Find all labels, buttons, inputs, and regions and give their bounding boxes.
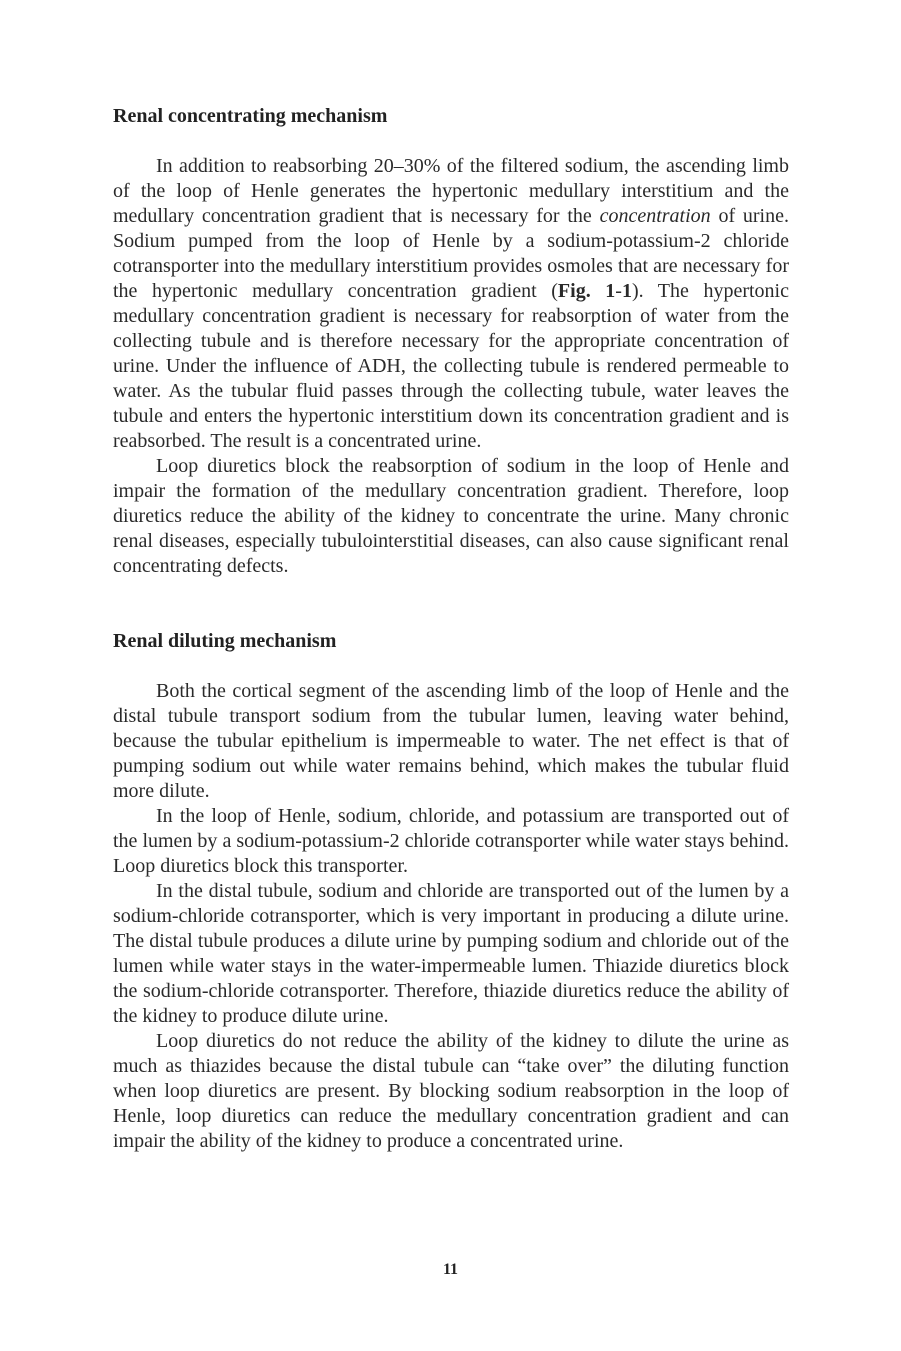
paragraph: In the distal tubule, sodium and chloride are transported out of the lumen by a sodium-chloride cotransporter, which is very important in producing a dilute urine. The distal tubule produces a dilute urine by pumping sodium and chloride out of the lumen while water stays in the water-impermeable lumen. Thiazide diuretics block the sodium-chloride cotransporter. Therefore, thiazide diuretics reduce the ability of the kidney to produce dilute urine. [113,880,789,1027]
page-content [113,104,789,1154]
section-body-diluting [113,679,789,1154]
section-title-diluting: Renal diluting mechanism [113,630,337,652]
figure-reference-separator: - [615,280,622,302]
figure-reference: Fig. 1 [557,280,616,302]
text-run: of urine. Sodium pumped from the loop of Henle by a sodium-potassium-2 chloride cotransporter into the medullary interstitium provides osmoles that are necessary for the hypertonic medullary concentration gradient ( [113,205,789,302]
paragraph: Both the cortical segment of the ascending limb of the loop of Henle and the distal tubule transport sodium from the tubular lumen, leaving water behind, because the tubular epithelium is impermeable to water. The net effect is that of pumping sodium out while water remains behind, which makes the tubular fluid more dilute. [113,680,789,802]
section-title-concentrating: Renal concentrating mechanism [113,105,388,127]
paragraph [113,154,789,454]
section-body-concentrating [113,154,789,579]
page-number: 11 [442,1261,459,1278]
paragraph: Loop diuretics do not reduce the ability of the kidney to dilute the urine as much as thiazides because the distal tubule can “take over” the diluting function when loop diuretics are present. By blocking sodium reabsorption in the loop of Henle, loop diuretics can reduce the medullary concentration gradient and can impair the ability of the kidney to produce a concentrated urine. [113,1030,789,1152]
paragraph: Loop diuretics block the reabsorption of sodium in the loop of Henle and impair the formation of the medullary concentration gradient. Therefore, loop diuretics reduce the ability of the kidney to concentrate the urine. Many chronic renal diseases, especially tubulointerstitial diseases, can also cause significant renal concentrating defects. [113,455,789,577]
figure-reference-number: 1 [621,280,632,302]
paragraph: In the loop of Henle, sodium, chloride, and potassium are transported out of the lumen by a sodium-potassium-2 chloride cotransporter while water stays behind. Loop diuretics block this transporter. [113,805,789,877]
text-run: In addition to reabsorbing 20–30% of the filtered sodium, the ascending limb of the loop of Henle generates the hypertonic medullary interstitium and the medullary concentration gradient that is necessary for the [113,155,789,227]
text-run: ). The hypertonic medullary concentration gradient is necessary for reabsorption of water from the collecting tubule and is therefore necessary for the appropriate concentration of urine. Under the influence of ADH, the collecting tubule is rendered permeable to water. As the tubular fluid passes through the collecting tubule, water leaves the tubule and enters the hypertonic interstitium down its concentration gradient and is reabsorbed. The result is a concentrated urine. [113,280,789,452]
emphasis-text: concentration [599,205,711,227]
